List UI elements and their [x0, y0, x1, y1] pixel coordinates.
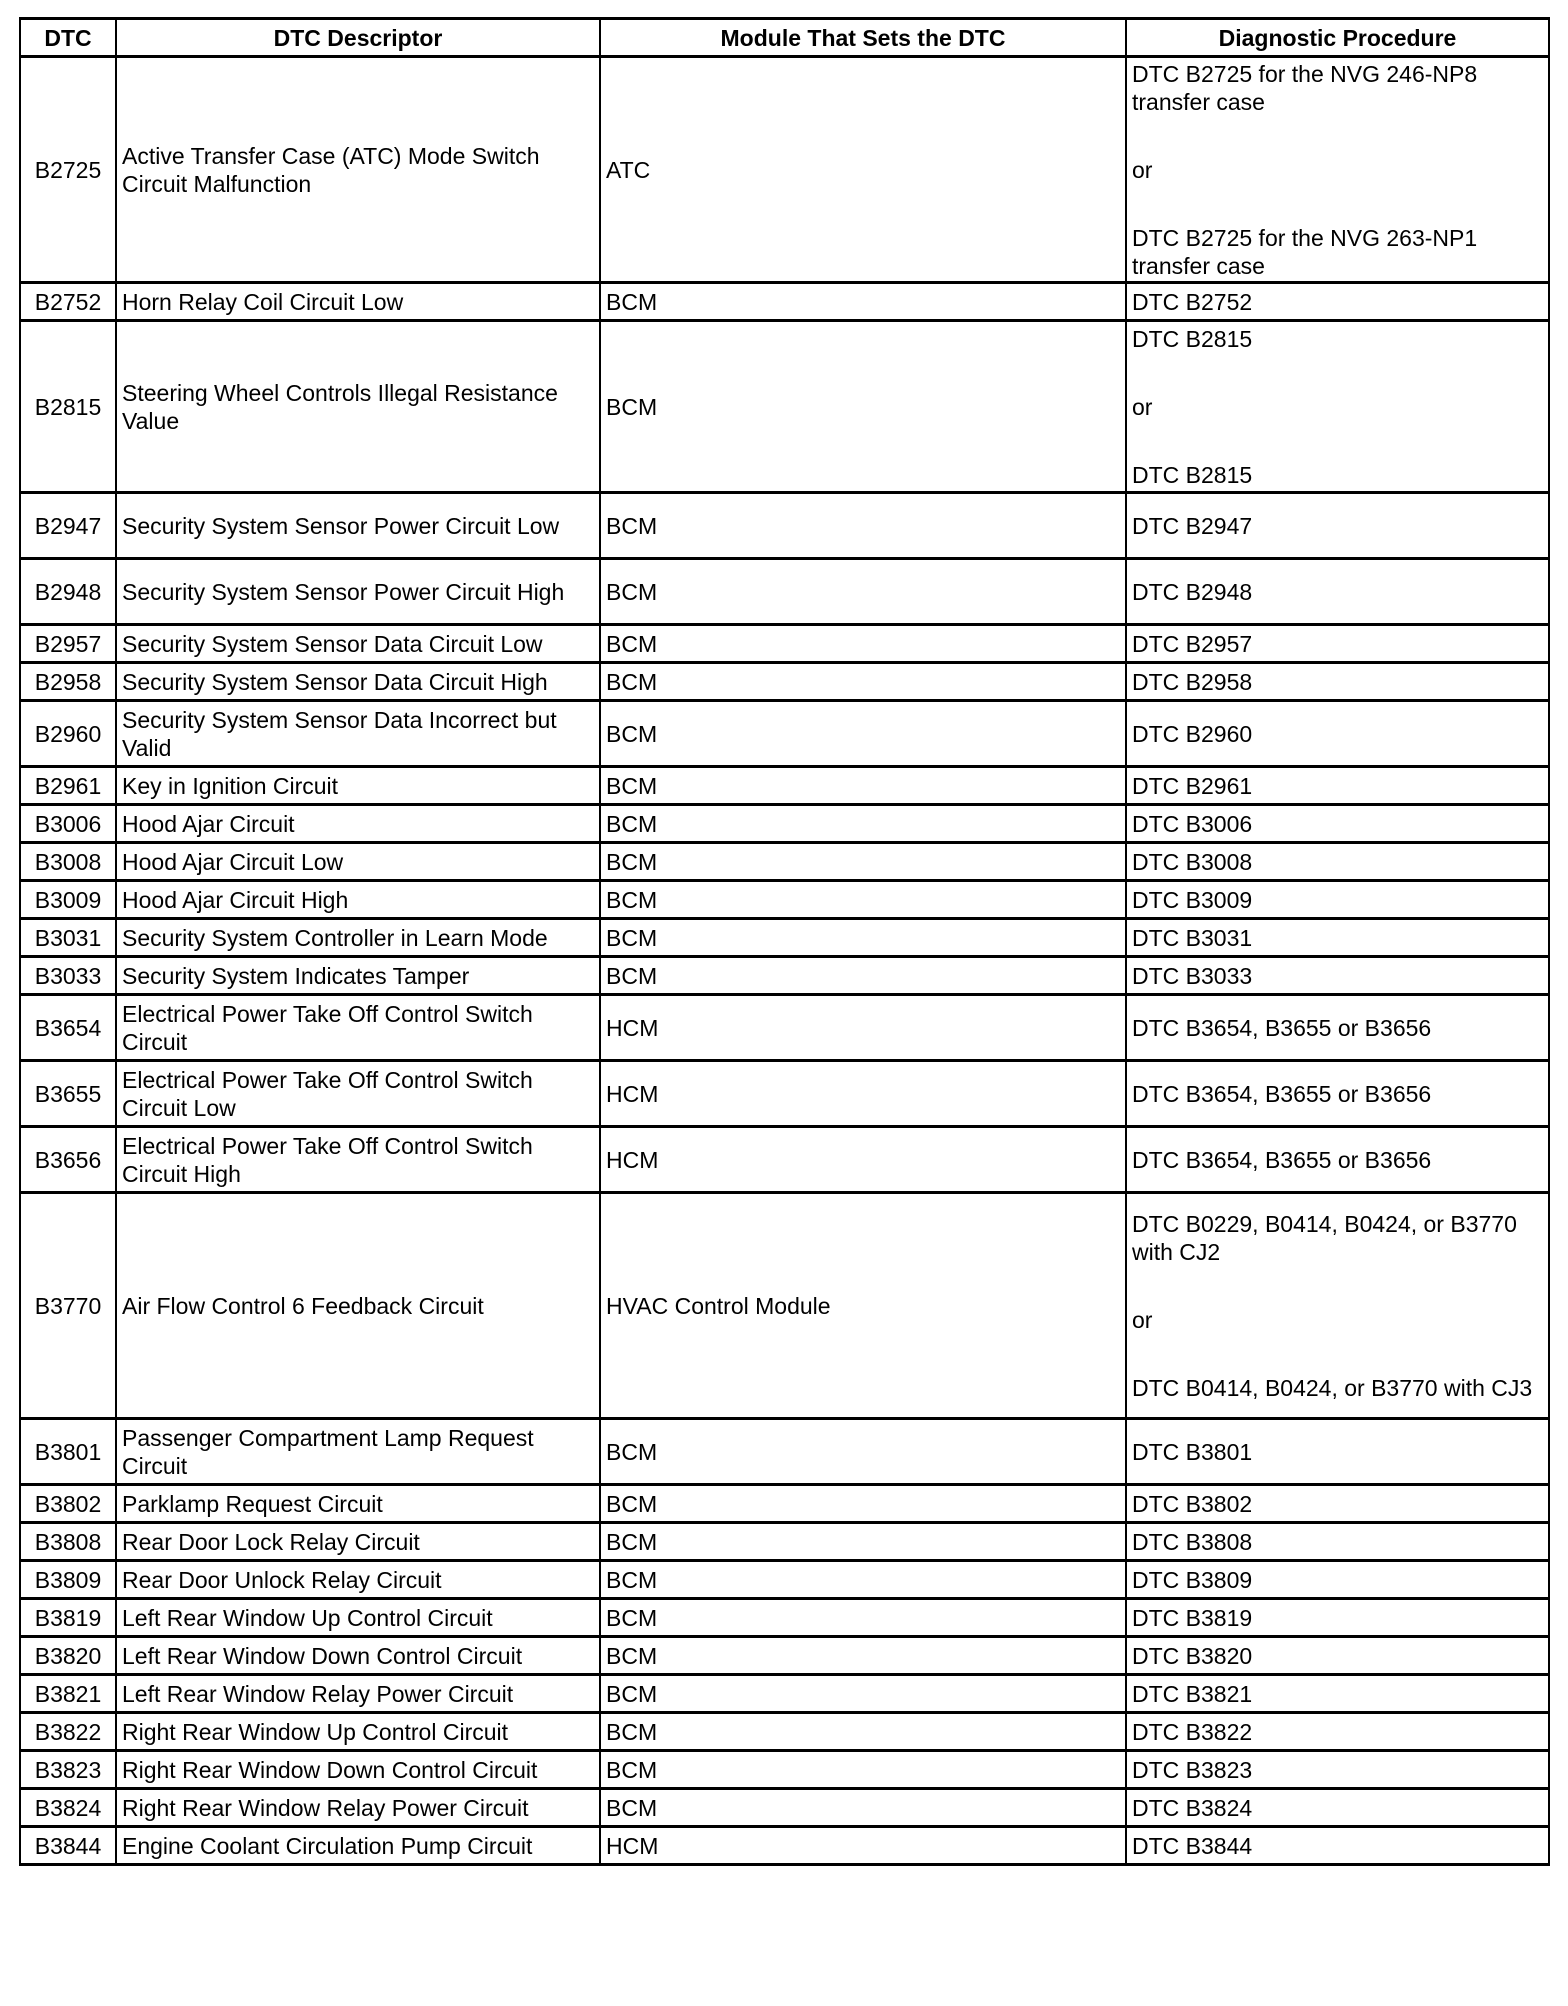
- procedure-line: DTC B3801: [1132, 1438, 1253, 1465]
- dtc-descriptor-cell: Hood Ajar Circuit: [116, 805, 600, 843]
- dtc-descriptor-cell: Key in Ignition Circuit: [116, 767, 600, 805]
- procedure-cell: [1126, 1561, 1549, 1599]
- procedure-cell: [1126, 995, 1549, 1061]
- procedure-line: DTC B2958: [1132, 668, 1253, 695]
- table-row: [20, 1419, 1549, 1485]
- dtc-descriptor-cell: Left Rear Window Relay Power Circuit: [116, 1675, 600, 1713]
- procedure-cell: [1126, 881, 1549, 919]
- dtc-code-cell: B3008: [20, 843, 116, 881]
- dtc-code-cell: B2815: [20, 321, 116, 493]
- header-module: Module That Sets the DTC: [600, 19, 1126, 57]
- dtc-descriptor-cell: Left Rear Window Up Control Circuit: [116, 1599, 600, 1637]
- dtc-code-cell: B3006: [20, 805, 116, 843]
- module-cell: BCM: [600, 663, 1126, 701]
- table-row: [20, 995, 1549, 1061]
- procedure-cell: [1126, 559, 1549, 625]
- procedure-line: DTC B2725 for the NVG 263-NP1 transfer case: [1132, 224, 1478, 279]
- procedure-line: DTC B2957: [1132, 630, 1253, 657]
- dtc-descriptor-cell: Security System Sensor Power Circuit Low: [116, 493, 600, 559]
- procedure-line: DTC B2961: [1132, 772, 1253, 799]
- procedure-cell: [1126, 1061, 1549, 1127]
- procedure-cell: [1126, 1193, 1549, 1419]
- table-row: [20, 625, 1549, 663]
- module-cell: BCM: [600, 559, 1126, 625]
- table-row: [20, 321, 1549, 493]
- procedure-cell: [1126, 805, 1549, 843]
- dtc-descriptor-cell: Steering Wheel Controls Illegal Resistance Value: [116, 321, 600, 493]
- table-row: [20, 1637, 1549, 1675]
- procedure-cell: [1126, 767, 1549, 805]
- header-dtc: DTC: [20, 19, 116, 57]
- dtc-descriptor-cell: Security System Controller in Learn Mode: [116, 919, 600, 957]
- table-header: [20, 19, 1549, 57]
- procedure-line: DTC B3823: [1132, 1756, 1253, 1783]
- header-descriptor: DTC Descriptor: [116, 19, 600, 57]
- dtc-code-cell: B3654: [20, 995, 116, 1061]
- procedure-spacer: [1132, 353, 1543, 393]
- dtc-code-cell: B2958: [20, 663, 116, 701]
- dtc-descriptor-cell: Security System Sensor Data Circuit Low: [116, 625, 600, 663]
- procedure-line: DTC B2725 for the NVG 246-NP8 transfer case: [1132, 60, 1478, 115]
- dtc-descriptor-cell: Engine Coolant Circulation Pump Circuit: [116, 1827, 600, 1865]
- module-cell: HCM: [600, 995, 1126, 1061]
- dtc-descriptor-cell: Security System Sensor Data Incorrect but Valid: [116, 701, 600, 767]
- table-row: [20, 701, 1549, 767]
- dtc-descriptor-cell: Hood Ajar Circuit High: [116, 881, 600, 919]
- table-row: [20, 957, 1549, 995]
- procedure-spacer: [1132, 116, 1543, 156]
- procedure-line: or: [1132, 156, 1153, 183]
- procedure-line: or: [1132, 1306, 1153, 1333]
- dtc-descriptor-cell: Right Rear Window Up Control Circuit: [116, 1713, 600, 1751]
- procedure-line: DTC B3809: [1132, 1566, 1253, 1593]
- procedure-cell: [1126, 1675, 1549, 1713]
- procedure-line: DTC B3006: [1132, 810, 1253, 837]
- table-row: [20, 1827, 1549, 1865]
- table-row: [20, 805, 1549, 843]
- dtc-descriptor-cell: Right Rear Window Relay Power Circuit: [116, 1789, 600, 1827]
- procedure-cell: [1126, 663, 1549, 701]
- header-row: [20, 19, 1549, 57]
- procedure-line: or: [1132, 393, 1153, 420]
- table-row: [20, 663, 1549, 701]
- procedure-spacer: [1132, 184, 1543, 224]
- dtc-code-cell: B3821: [20, 1675, 116, 1713]
- dtc-code-cell: B3655: [20, 1061, 116, 1127]
- procedure-line: DTC B0229, B0414, B0424, or B3770 with CJ2: [1132, 1210, 1517, 1265]
- dtc-descriptor-cell: Horn Relay Coil Circuit Low: [116, 283, 600, 321]
- procedure-cell: [1126, 625, 1549, 663]
- module-cell: BCM: [600, 1561, 1126, 1599]
- dtc-descriptor-cell: Electrical Power Take Off Control Switch Circuit High: [116, 1127, 600, 1193]
- module-cell: BCM: [600, 767, 1126, 805]
- table-row: [20, 1599, 1549, 1637]
- dtc-code-cell: B3801: [20, 1419, 116, 1485]
- module-cell: BCM: [600, 1523, 1126, 1561]
- module-cell: BCM: [600, 881, 1126, 919]
- module-cell: HCM: [600, 1061, 1126, 1127]
- table-row: [20, 767, 1549, 805]
- table-row: [20, 1561, 1549, 1599]
- procedure-cell: [1126, 283, 1549, 321]
- procedure-line: DTC B3822: [1132, 1718, 1253, 1745]
- dtc-descriptor-cell: Rear Door Lock Relay Circuit: [116, 1523, 600, 1561]
- procedure-cell: [1126, 919, 1549, 957]
- module-cell: BCM: [600, 625, 1126, 663]
- module-cell: BCM: [600, 1713, 1126, 1751]
- dtc-code-cell: B3802: [20, 1485, 116, 1523]
- procedure-cell: [1126, 1789, 1549, 1827]
- procedure-spacer: [1132, 1334, 1543, 1374]
- dtc-descriptor-cell: Electrical Power Take Off Control Switch Circuit: [116, 995, 600, 1061]
- dtc-code-cell: B3031: [20, 919, 116, 957]
- module-cell: BCM: [600, 805, 1126, 843]
- module-cell: HCM: [600, 1827, 1126, 1865]
- procedure-line: DTC B2960: [1132, 720, 1253, 747]
- dtc-code-cell: B3808: [20, 1523, 116, 1561]
- procedure-cell: [1126, 57, 1549, 283]
- procedure-line: DTC B3821: [1132, 1680, 1253, 1707]
- table-row: [20, 1193, 1549, 1419]
- procedure-line: DTC B3031: [1132, 924, 1253, 951]
- dtc-code-cell: B2961: [20, 767, 116, 805]
- dtc-descriptor-cell: Electrical Power Take Off Control Switch Circuit Low: [116, 1061, 600, 1127]
- procedure-line: DTC B3008: [1132, 848, 1253, 875]
- dtc-code-cell: B2960: [20, 701, 116, 767]
- dtc-descriptor-cell: Active Transfer Case (ATC) Mode Switch Circuit Malfunction: [116, 57, 600, 283]
- dtc-descriptor-cell: Security System Sensor Data Circuit High: [116, 663, 600, 701]
- procedure-line: DTC B3009: [1132, 886, 1253, 913]
- table-row: [20, 1751, 1549, 1789]
- procedure-cell: [1126, 1419, 1549, 1485]
- procedure-line: DTC B3808: [1132, 1528, 1253, 1555]
- dtc-descriptor-cell: Security System Indicates Tamper: [116, 957, 600, 995]
- table-row: [20, 1485, 1549, 1523]
- module-cell: BCM: [600, 919, 1126, 957]
- dtc-descriptor-cell: Passenger Compartment Lamp Request Circuit: [116, 1419, 600, 1485]
- dtc-code-cell: B2948: [20, 559, 116, 625]
- module-cell: BCM: [600, 493, 1126, 559]
- procedure-cell: [1126, 1599, 1549, 1637]
- module-cell: HCM: [600, 1127, 1126, 1193]
- dtc-code-cell: B2725: [20, 57, 116, 283]
- dtc-descriptor-cell: Air Flow Control 6 Feedback Circuit: [116, 1193, 600, 1419]
- procedure-line: DTC B3654, B3655 or B3656: [1132, 1014, 1432, 1041]
- procedure-cell: [1126, 701, 1549, 767]
- procedure-line: DTC B2815: [1132, 325, 1253, 352]
- module-cell: BCM: [600, 957, 1126, 995]
- dtc-code-cell: B3844: [20, 1827, 116, 1865]
- procedure-line: DTC B3033: [1132, 962, 1253, 989]
- procedure-cell: [1126, 493, 1549, 559]
- module-cell: HVAC Control Module: [600, 1193, 1126, 1419]
- module-cell: BCM: [600, 701, 1126, 767]
- table-row: [20, 881, 1549, 919]
- table-row: [20, 1713, 1549, 1751]
- procedure-cell: [1126, 957, 1549, 995]
- procedure-line: DTC B3824: [1132, 1794, 1253, 1821]
- module-cell: BCM: [600, 843, 1126, 881]
- dtc-code-cell: B3009: [20, 881, 116, 919]
- module-cell: BCM: [600, 1599, 1126, 1637]
- module-cell: BCM: [600, 1751, 1126, 1789]
- procedure-line: DTC B0414, B0424, or B3770 with CJ3: [1132, 1374, 1533, 1401]
- table-row: [20, 1127, 1549, 1193]
- dtc-code-cell: B3820: [20, 1637, 116, 1675]
- dtc-code-cell: B3809: [20, 1561, 116, 1599]
- table-row: [20, 1789, 1549, 1827]
- module-cell: BCM: [600, 283, 1126, 321]
- procedure-spacer: [1132, 421, 1543, 461]
- procedure-cell: [1126, 1127, 1549, 1193]
- dtc-descriptor-cell: Hood Ajar Circuit Low: [116, 843, 600, 881]
- module-cell: BCM: [600, 1675, 1126, 1713]
- table-row: [20, 493, 1549, 559]
- procedure-line: DTC B2752: [1132, 288, 1253, 315]
- procedure-line: DTC B2947: [1132, 512, 1253, 539]
- module-cell: BCM: [600, 1419, 1126, 1485]
- dtc-code-cell: B3822: [20, 1713, 116, 1751]
- table-body: [20, 57, 1549, 1865]
- procedure-cell: [1126, 1485, 1549, 1523]
- procedure-line: DTC B2948: [1132, 578, 1253, 605]
- procedure-line: DTC B3820: [1132, 1642, 1253, 1669]
- module-cell: ATC: [600, 57, 1126, 283]
- table-row: [20, 283, 1549, 321]
- dtc-code-cell: B2947: [20, 493, 116, 559]
- dtc-descriptor-cell: Security System Sensor Power Circuit High: [116, 559, 600, 625]
- header-procedure: Diagnostic Procedure: [1126, 19, 1549, 57]
- module-cell: BCM: [600, 1789, 1126, 1827]
- procedure-cell: [1126, 1637, 1549, 1675]
- procedure-line: DTC B3844: [1132, 1832, 1253, 1859]
- procedure-spacer: [1132, 1266, 1543, 1306]
- dtc-code-cell: B3656: [20, 1127, 116, 1193]
- dtc-code-cell: B3824: [20, 1789, 116, 1827]
- table-row: [20, 1061, 1549, 1127]
- procedure-line: DTC B3802: [1132, 1490, 1253, 1517]
- procedure-cell: [1126, 1713, 1549, 1751]
- procedure-cell: [1126, 1827, 1549, 1865]
- dtc-code-cell: B3823: [20, 1751, 116, 1789]
- module-cell: BCM: [600, 321, 1126, 493]
- procedure-cell: [1126, 1751, 1549, 1789]
- table-row: [20, 559, 1549, 625]
- dtc-code-cell: B3770: [20, 1193, 116, 1419]
- procedure-line: DTC B3654, B3655 or B3656: [1132, 1080, 1432, 1107]
- table-row: [20, 1523, 1549, 1561]
- dtc-code-cell: B2752: [20, 283, 116, 321]
- dtc-descriptor-cell: Right Rear Window Down Control Circuit: [116, 1751, 600, 1789]
- procedure-line: DTC B2815: [1132, 461, 1253, 488]
- dtc-descriptor-cell: Rear Door Unlock Relay Circuit: [116, 1561, 600, 1599]
- dtc-code-cell: B2957: [20, 625, 116, 663]
- module-cell: BCM: [600, 1485, 1126, 1523]
- module-cell: BCM: [600, 1637, 1126, 1675]
- table-row: [20, 1675, 1549, 1713]
- dtc-descriptor-cell: Parklamp Request Circuit: [116, 1485, 600, 1523]
- procedure-line: DTC B3654, B3655 or B3656: [1132, 1146, 1432, 1173]
- procedure-line: DTC B3819: [1132, 1604, 1253, 1631]
- dtc-descriptor-cell: Left Rear Window Down Control Circuit: [116, 1637, 600, 1675]
- dtc-code-cell: B3033: [20, 957, 116, 995]
- table-row: [20, 919, 1549, 957]
- procedure-cell: [1126, 321, 1549, 493]
- dtc-table: [19, 17, 1550, 1866]
- table-row: [20, 843, 1549, 881]
- dtc-code-cell: B3819: [20, 1599, 116, 1637]
- table-row: [20, 57, 1549, 283]
- procedure-cell: [1126, 843, 1549, 881]
- procedure-cell: [1126, 1523, 1549, 1561]
